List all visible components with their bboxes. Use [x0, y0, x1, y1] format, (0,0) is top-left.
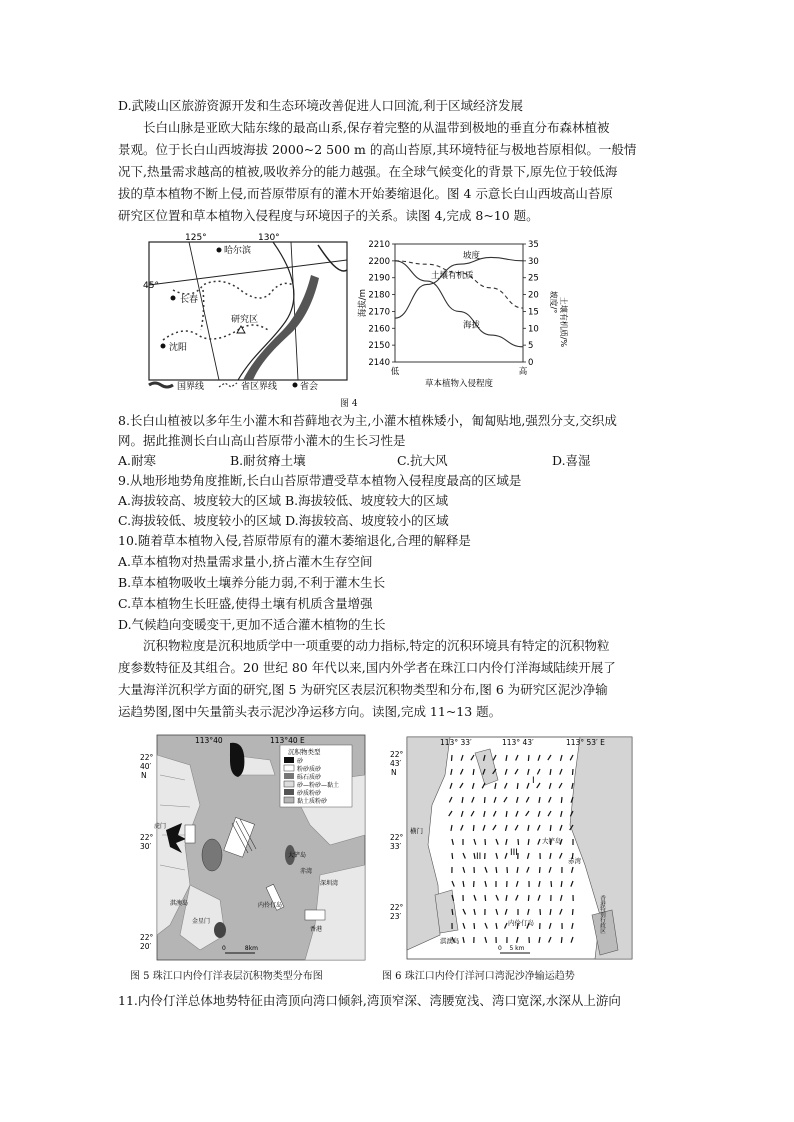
lat-label: 23′ [390, 912, 402, 921]
lat-label: 22° [390, 750, 404, 759]
lat-label: N [141, 771, 147, 780]
ylabel-right: 土壤有机质/% [559, 296, 568, 348]
q10-option-d: D.气候趋向变暖变干,更加不适合灌木植物的生长 [118, 617, 386, 632]
transport-arrow-icon [561, 881, 562, 887]
legend-item: 黏土质粉砂 [297, 798, 328, 805]
option-d-prev: D.武陵山区旅游资源开发和生态环境改善促进人口回流,利于区域经济发展 [118, 98, 524, 113]
place-label: 赤湾 [568, 857, 581, 865]
changchun-dot [171, 296, 176, 301]
figure5-map [130, 735, 370, 963]
intro-line: 景观。位于长白山西坡海拔 2000~2 500 m 的高山苔原,其环境特征与极地苔原相似。一般情 [118, 142, 637, 157]
zone-label: I [532, 776, 535, 786]
q8-stem: 网。据此推测长白山高山苔原带小灌木的生长习性是 [118, 433, 406, 448]
q9-options-ab: A.海拔较高、坡度较大的区域 B.海拔较低、坡度较大的区域 [118, 493, 449, 508]
transport-arrow-icon [518, 839, 519, 845]
place-label: 淇澳岛 [170, 900, 189, 907]
transport-arrow-icon [572, 909, 573, 915]
figure4-chart [355, 232, 568, 392]
place-label: 深圳湾 [320, 880, 339, 887]
legend-province: 省区界线 [241, 382, 278, 392]
lat-label: 40′ [140, 762, 152, 771]
series-label: 土壤有机质 [431, 271, 474, 282]
lon-label: 130° [258, 233, 280, 243]
lat-label: 45° [143, 281, 159, 291]
transport-arrow-icon [517, 783, 518, 789]
intro-line: 研究区位置和草本植物入侵程度与环境因子的关系。读图 4,完成 8~10 题。 [118, 208, 539, 223]
figure5-caption: 图 5 珠江口内伶仃洋表层沉积物类型分布图 [130, 971, 323, 982]
right-tick-label: 10 [528, 324, 539, 335]
shenyang-dot [161, 344, 166, 349]
x-low-label: 低 [390, 367, 400, 377]
legend-item: 砂质粉砂 [297, 790, 322, 797]
q8-option-b: B.耐贫瘠土壤 [230, 453, 306, 468]
series-label: 海拔 [463, 320, 481, 331]
legend-item: 砂 [297, 758, 304, 765]
intro2-line: 沉积物粒度是沉积地质学中一项重要的动力指标,特定的沉积环境具有特定的沉积物粒 [143, 638, 610, 653]
transport-arrow-icon [561, 797, 562, 803]
lon-label: 113° 43′ [502, 738, 534, 747]
place-label: 香港特别行政区 [599, 895, 605, 934]
lon-label: 113°40 [195, 736, 223, 745]
transport-arrow-icon [452, 853, 453, 859]
figure6-map [380, 735, 635, 963]
transport-arrow-icon [473, 769, 474, 775]
transport-arrow-icon [528, 839, 529, 845]
scale-label: 0 8km [222, 945, 259, 952]
figure6-caption: 图 6 珠江口内伶仃洋河口湾泥沙净输运趋势 [382, 971, 575, 982]
legend-swatch-mixed [284, 781, 294, 787]
lon-label: 125° [185, 233, 207, 243]
figure4-map [143, 230, 353, 390]
series-line [395, 257, 523, 318]
transport-arrow-icon [451, 755, 452, 761]
lat-label: N [391, 768, 397, 777]
transport-arrow-icon [506, 811, 507, 817]
x-high-label: 高 [518, 367, 528, 377]
left-tick-label: 2200 [368, 256, 390, 267]
transport-arrow-icon [473, 825, 474, 831]
city-harbin: 哈尔滨 [224, 246, 252, 256]
lat-label: 22° [140, 753, 154, 762]
ylabel-right: 坡度/° [549, 290, 558, 314]
q10-option-a: A.草本植物对热量需求量小,挤占灌木生存空间 [118, 554, 373, 569]
series-label: 坡度 [463, 251, 481, 262]
transport-arrow-icon [561, 937, 562, 943]
place-label: 大铲岛 [542, 837, 562, 845]
legend-swatch-sandy-silt [284, 789, 294, 795]
transport-arrow-icon [474, 923, 475, 929]
lat-label: 22° [390, 833, 404, 842]
legend-item: 粉砂质砂 [297, 766, 322, 773]
q8-option-a: A.耐寒 [118, 453, 157, 468]
city-changchun: 长春 [180, 295, 199, 305]
transport-arrow-icon [452, 909, 453, 915]
legend-swatch-sand [284, 757, 294, 763]
legend-swatch-clay-silt [284, 797, 294, 803]
place-label: 赤湾 [300, 868, 313, 875]
lat-label: 20′ [140, 942, 152, 951]
figure4-legend [147, 378, 347, 392]
q10-option-b: B.草本植物吸收土壤养分能力弱,不利于灌木生长 [118, 575, 386, 590]
left-tick-label: 2160 [368, 324, 390, 335]
lon-label: 113° 53′ E [566, 738, 605, 747]
ylabel-left: 海拔/m [358, 288, 368, 318]
figure4-caption: 图 4 [340, 399, 358, 409]
place-label: 横门 [410, 827, 423, 835]
transport-arrow-icon [550, 825, 551, 831]
transport-arrow-icon [551, 881, 552, 887]
intro2-line: 运趋势图,图中矢量箭头表示泥沙净运移方向。读图,完成 11~13 题。 [118, 704, 502, 719]
place-label: 虎门 [154, 823, 167, 830]
zone-label: III [510, 848, 518, 858]
transport-arrow-icon [539, 867, 540, 873]
lon-label: 113° 33′ [440, 738, 472, 747]
capital-legend-icon [293, 383, 298, 388]
transport-arrow-icon [485, 895, 486, 901]
lat-label: 22° [140, 933, 154, 942]
lat-label: 33′ [390, 842, 402, 851]
q8-stem: 8.长白山植被以多年生小灌木和苔藓地衣为主,小灌木植株矮小，匍匐贴地,强烈分支,交织成 [118, 413, 617, 428]
left-tick-label: 2180 [368, 290, 390, 301]
place-label: 大铲岛 [288, 852, 307, 859]
intro-line: 拔的草本植物不断上侵,而苔原带原有的灌木开始萎缩退化。图 4 示意长白山西坡高山苔原 [118, 186, 613, 201]
q8-option-d: D.喜湿 [552, 453, 591, 468]
plot-frame [395, 244, 523, 362]
place-label: 香港 [310, 926, 323, 933]
lat-label: 30′ [140, 842, 152, 851]
transport-arrow-icon [484, 797, 485, 803]
legend-swatch-gravel [284, 773, 294, 779]
lat-label: 22° [140, 833, 154, 842]
intro2-line: 度参数特征及其组合。20 世纪 80 年代以来,国内外学者在珠江口内伶仃洋海域陆续开展了 [118, 660, 616, 675]
legend-item: 砂—粉砂—黏土 [297, 782, 340, 789]
lat-label: 22° [390, 903, 404, 912]
right-tick-label: 20 [528, 290, 539, 301]
right-tick-label: 30 [528, 256, 539, 267]
q11-stem: 11.内伶仃洋总体地势特征由湾顶向湾口倾斜,湾顶窄深、湾腰宽浅、湾口宽深,水深从上游向 [118, 993, 621, 1008]
intro-line: 长白山脉是亚欧大陆东缘的最高山系,保存着完整的从温带到极地的垂直分布森林植被 [143, 120, 610, 135]
legend-capital: 省会 [300, 382, 319, 392]
q9-stem: 9.从地形地势角度推断,长白山苔原带遭受草本植物入侵程度最高的区域是 [118, 473, 522, 488]
transport-arrow-icon [572, 769, 573, 775]
place-label: 金星门 [192, 918, 211, 925]
right-tick-label: 0 [528, 358, 534, 368]
zone-label: II [476, 852, 482, 862]
series-line [395, 261, 523, 308]
place-label: 淇澳岛 [440, 937, 460, 945]
x-axis-label: 草本植物入侵程度 [424, 379, 494, 389]
fig5-legend-title: 沉积物类型 [288, 748, 321, 756]
lon-label: 113°40 E [270, 736, 305, 745]
q8-option-c: C.抗大风 [397, 453, 448, 468]
transport-arrow-icon [528, 755, 529, 761]
q9-options-cd: C.海拔较低、坡度较小的区域 D.海拔较高、坡度较小的区域 [118, 513, 449, 528]
left-tick-label: 2210 [368, 240, 390, 250]
intro-line: 况下,热量需求越高的植被,吸收养分的能力越强。在全球气候变化的背景下,原先位于较低海 [118, 164, 618, 179]
left-tick-label: 2140 [368, 358, 390, 368]
legend-item: 砾石质砂 [297, 774, 322, 781]
place-label: 内伶仃岛 [508, 919, 534, 927]
left-tick-label: 2170 [368, 307, 390, 318]
place-label: 内伶仃岛 [258, 902, 283, 909]
harbin-dot [217, 248, 222, 253]
study-area-label: 研究区 [231, 315, 259, 325]
legend-border: 国界线 [177, 382, 205, 392]
border-legend-icon [149, 383, 173, 387]
city-shenyang: 沈阳 [169, 343, 188, 353]
intro2-line: 大量海洋沉积学方面的研究,图 5 为研究区表层沉积物类型和分布,图 6 为研究区泥沙净输 [118, 682, 608, 697]
province-legend-icon [219, 383, 237, 387]
right-tick-label: 25 [528, 273, 539, 284]
right-tick-label: 15 [528, 307, 539, 318]
transport-arrow-icon [528, 895, 529, 901]
right-tick-label: 35 [528, 240, 539, 250]
scale-label: 0 5 km [498, 945, 525, 952]
left-tick-label: 2190 [368, 273, 390, 284]
lat-label: 43′ [390, 759, 402, 768]
legend-swatch-silty-sand [284, 765, 294, 771]
left-tick-label: 2150 [368, 341, 390, 352]
right-tick-label: 5 [528, 341, 534, 352]
q10-stem: 10.随着草本植物入侵,苔原带原有的灌木萎缩退化,合理的解释是 [118, 533, 471, 548]
q10-option-c: C.草本植物生长旺盛,使得土壤有机质含量增强 [118, 596, 373, 611]
transport-arrow-icon [496, 867, 497, 873]
